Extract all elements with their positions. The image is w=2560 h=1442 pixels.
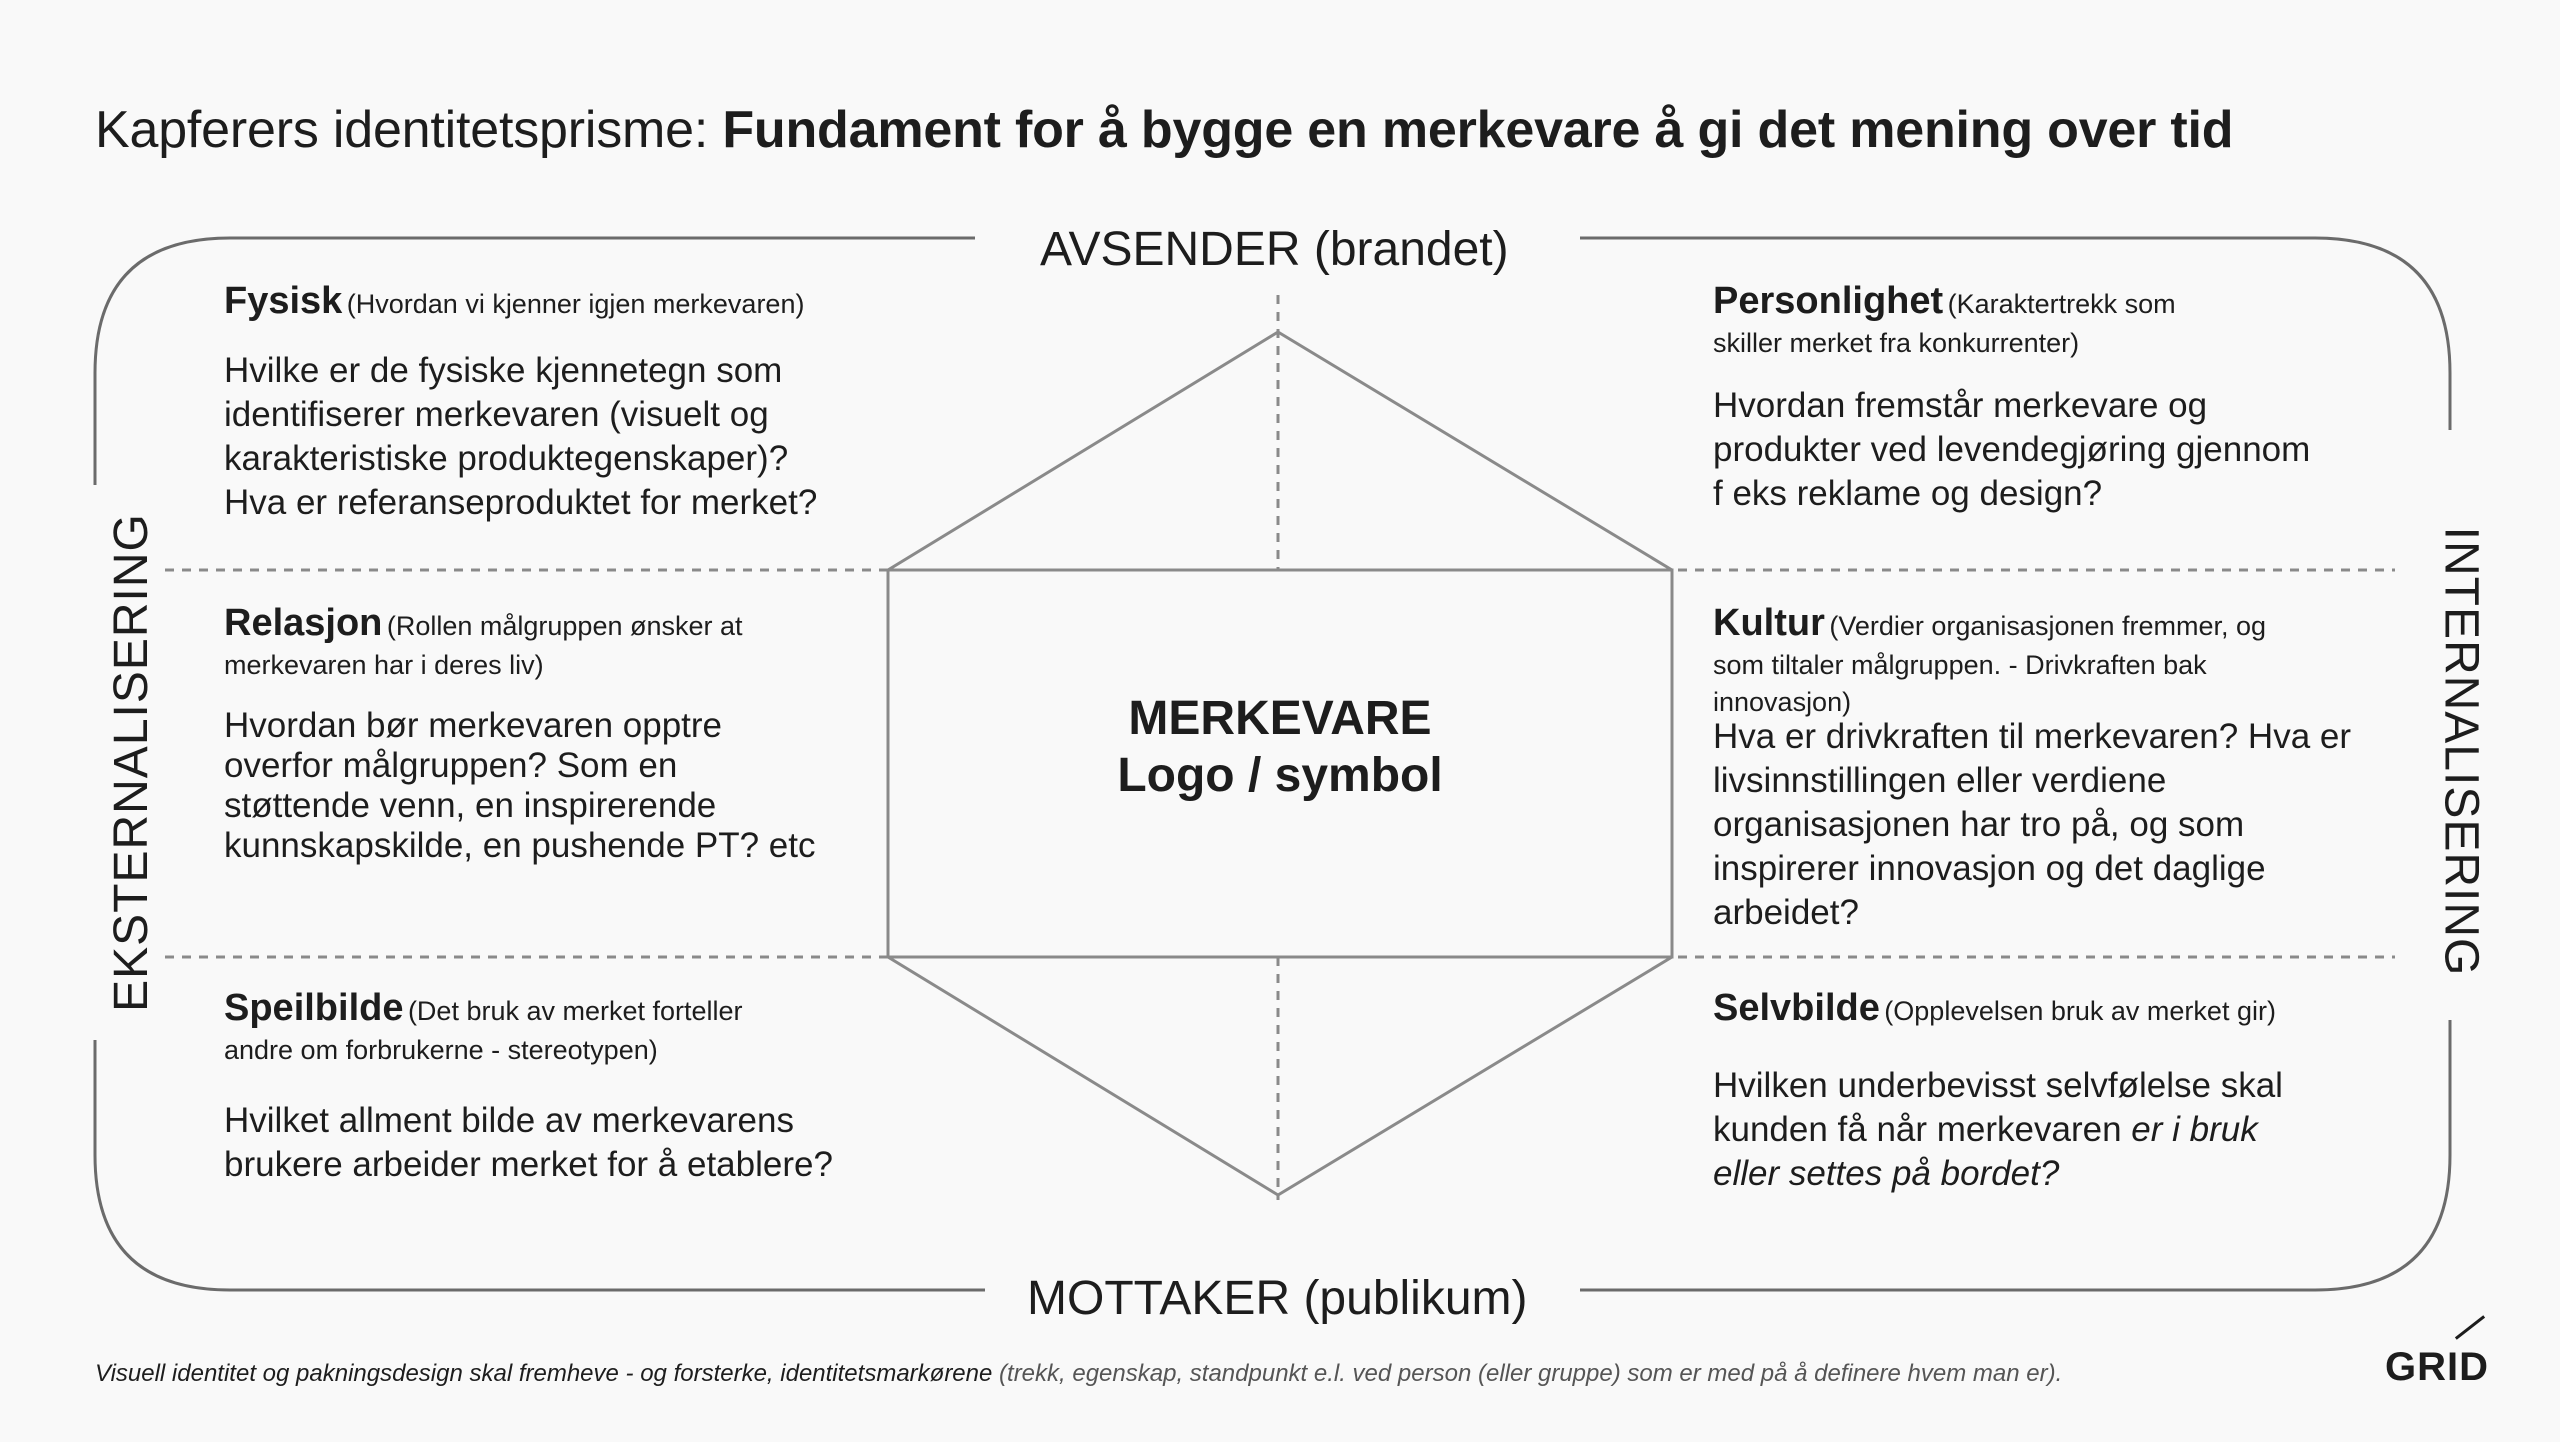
center-label xyxy=(888,690,1672,804)
personlighet-heading: Personlighet xyxy=(1713,280,1944,322)
speilbilde-subtitle: (Det bruk av merket forteller xyxy=(407,996,743,1026)
quadrant-speilbilde xyxy=(224,987,904,1187)
center-line2: Logo / symbol xyxy=(1117,749,1443,802)
quadrant-kultur xyxy=(1713,602,2433,935)
selvbilde-question: Hvilken underbevisst selvfølelse skal kunden få når merkevaren er i bruk eller settes på bordet? xyxy=(1713,1066,2283,1193)
kultur-subtitle: (Verdier organisasjonen fremmer, og xyxy=(1829,611,2267,641)
speilbilde-question: Hvilket allment bilde av merkevarens brukere arbeider merket for å etablere? xyxy=(224,1101,833,1184)
kultur-subtitle-3: innovasjon) xyxy=(1713,687,1852,717)
relasjon-question: Hvordan bør merkevaren opptre overfor målgruppen? Som en støttende venn, en inspirerende kunnskapskilde, en pushende PT? etc xyxy=(224,706,816,865)
fysisk-question: Hvilke er de fysiske kjennetegn som identifiserer merkevaren (visuelt og karakteristiske produktegenskaper)? Hva er referanseproduktet for merket? xyxy=(224,351,818,522)
footer-note xyxy=(95,1360,2062,1388)
kultur-question: Hva er drivkraften til merkevaren? Hva er livsinnstillingen eller verdiene organisasjonen har tro på, og som inspirerer innovasjon og det daglige arbeidet? xyxy=(1713,717,2351,932)
relasjon-subtitle: (Rollen målgruppen ønsker at xyxy=(386,611,743,641)
grid-logo: GRID xyxy=(2385,1345,2489,1389)
kultur-subtitle-2: som tiltaler målgruppen. - Drivkraften bak xyxy=(1713,650,2207,680)
center-line1: MERKEVARE xyxy=(1128,692,1432,745)
quadrant-fysisk xyxy=(224,280,924,525)
relasjon-heading: Relasjon xyxy=(224,602,383,644)
footer-main: Visuell identitet og pakningsdesign skal fremheve - og forsterke, identitetsmarkørene xyxy=(95,1360,993,1387)
axis-label-right: INTERNALISERING xyxy=(2434,526,2488,977)
quadrant-personlighet xyxy=(1713,280,2433,516)
title-bold: Fundament for å bygge en merkevare å gi det mening over tid xyxy=(722,101,2234,159)
title-prefix: Kapferers identitetsprisme: xyxy=(95,101,723,159)
speilbilde-subtitle-2: andre om forbrukerne - stereotypen) xyxy=(224,1035,658,1065)
fysisk-heading: Fysisk xyxy=(224,280,343,322)
selvbilde-subtitle: (Opplevelsen bruk av merket gir) xyxy=(1884,996,2276,1026)
prism-bottom-roof xyxy=(888,957,1672,1195)
personlighet-question: Hvordan fremstår merkevare og produkter ved levendegjøring gjennom f eks reklame og design? xyxy=(1713,386,2311,513)
relasjon-subtitle-2: merkevaren har i deres liv) xyxy=(224,650,544,680)
axis-label-bottom: MOTTAKER (publikum) xyxy=(1027,1272,1528,1325)
quadrant-selvbilde xyxy=(1713,987,2433,1196)
selvbilde-heading: Selvbilde xyxy=(1713,987,1880,1029)
page-title xyxy=(95,100,2233,160)
prism-top-roof xyxy=(888,332,1672,570)
personlighet-subtitle-2: skiller merket fra konkurrenter) xyxy=(1713,328,2080,358)
fysisk-subtitle: (Hvordan vi kjenner igjen merkevaren) xyxy=(346,289,805,319)
kultur-heading: Kultur xyxy=(1713,602,1825,644)
footer-detail: (trekk, egenskap, standpunkt e.l. ved person (eller gruppe) som er med på å definere hvem man er). xyxy=(992,1360,2063,1387)
axis-label-top: AVSENDER (brandet) xyxy=(1040,223,1509,276)
speilbilde-heading: Speilbilde xyxy=(224,987,404,1029)
quadrant-relasjon xyxy=(224,602,884,866)
personlighet-subtitle: (Karaktertrekk som xyxy=(1947,289,2176,319)
axis-label-left: EKSTERNALISERING xyxy=(104,513,158,1012)
